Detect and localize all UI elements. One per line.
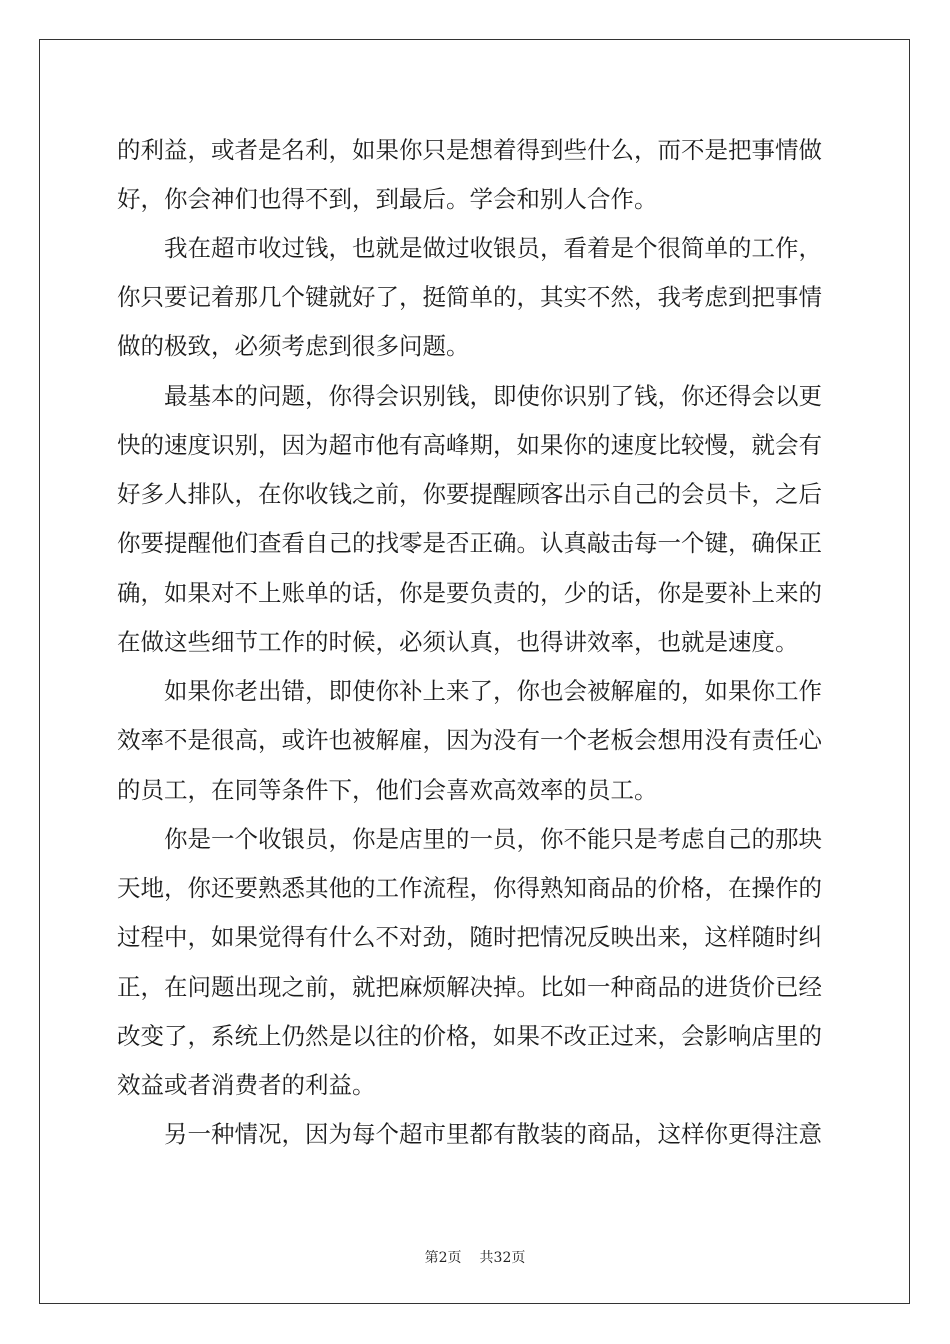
text-line: 做的极致，必须考虑到很多问题。	[117, 332, 470, 360]
text-line: 的员工，在同等条件下，他们会喜欢高效率的员工。	[117, 776, 658, 804]
total-pages: 共32页	[479, 1250, 526, 1266]
text-line: 改变了，系统上仍然是以往的价格，如果不改正过来，会影响店里的	[117, 1022, 822, 1050]
page-footer	[0, 1250, 950, 1266]
paragraph-first-line: 我在超市收过钱，也就是做过收银员，看着是个很简单的工作，	[164, 234, 822, 262]
text-line: 正，在问题出现之前，就把麻烦解决掉。比如一种商品的进货价已经	[117, 973, 822, 1001]
text-line: 快的速度识别，因为超市他有高峰期，如果你的速度比较慢，就会有	[117, 431, 822, 459]
paragraph-first-line: 最基本的问题，你得会识别钱，即使你识别了钱，你还得会以更	[164, 382, 822, 410]
paragraph-first-line: 如果你老出错，即使你补上来了，你也会被解雇的，如果你工作	[164, 677, 822, 705]
text-line: 在做这些细节工作的时候，必须认真，也得讲效率，也就是速度。	[117, 628, 799, 656]
text-line: 效益或者消费者的利益。	[117, 1071, 376, 1099]
page-number: 第2页	[424, 1250, 462, 1266]
text-line: 过程中，如果觉得有什么不对劲，随时把情况反映出来，这样随时纠	[117, 923, 822, 951]
paragraph-first-line: 另一种情况，因为每个超市里都有散装的商品，这样你更得注意	[164, 1120, 822, 1148]
paragraph-first-line: 你是一个收银员，你是店里的一员，你不能只是考虑自己的那块	[164, 825, 822, 853]
text-line: 天地，你还要熟悉其他的工作流程，你得熟知商品的价格，在操作的	[117, 874, 822, 902]
text-line: 好多人排队，在你收钱之前，你要提醒顾客出示自己的会员卡，之后	[117, 480, 822, 508]
text-line: 的利益，或者是名利，如果你只是想着得到些什么，而不是把事情做	[117, 136, 822, 164]
text-line: 效率不是很高，或许也被解雇，因为没有一个老板会想用没有责任心	[117, 726, 822, 754]
page-border	[39, 39, 910, 1304]
text-line: 你要提醒他们查看自己的找零是否正确。认真敲击每一个键，确保正	[117, 529, 822, 557]
text-line: 好，你会神们也得不到，到最后。学会和别人合作。	[117, 185, 658, 213]
text-line: 你只要记着那几个键就好了，挺简单的，其实不然，我考虑到把事情	[117, 283, 822, 311]
text-line: 确，如果对不上账单的话，你是要负责的，少的话，你是要补上来的	[117, 579, 822, 607]
